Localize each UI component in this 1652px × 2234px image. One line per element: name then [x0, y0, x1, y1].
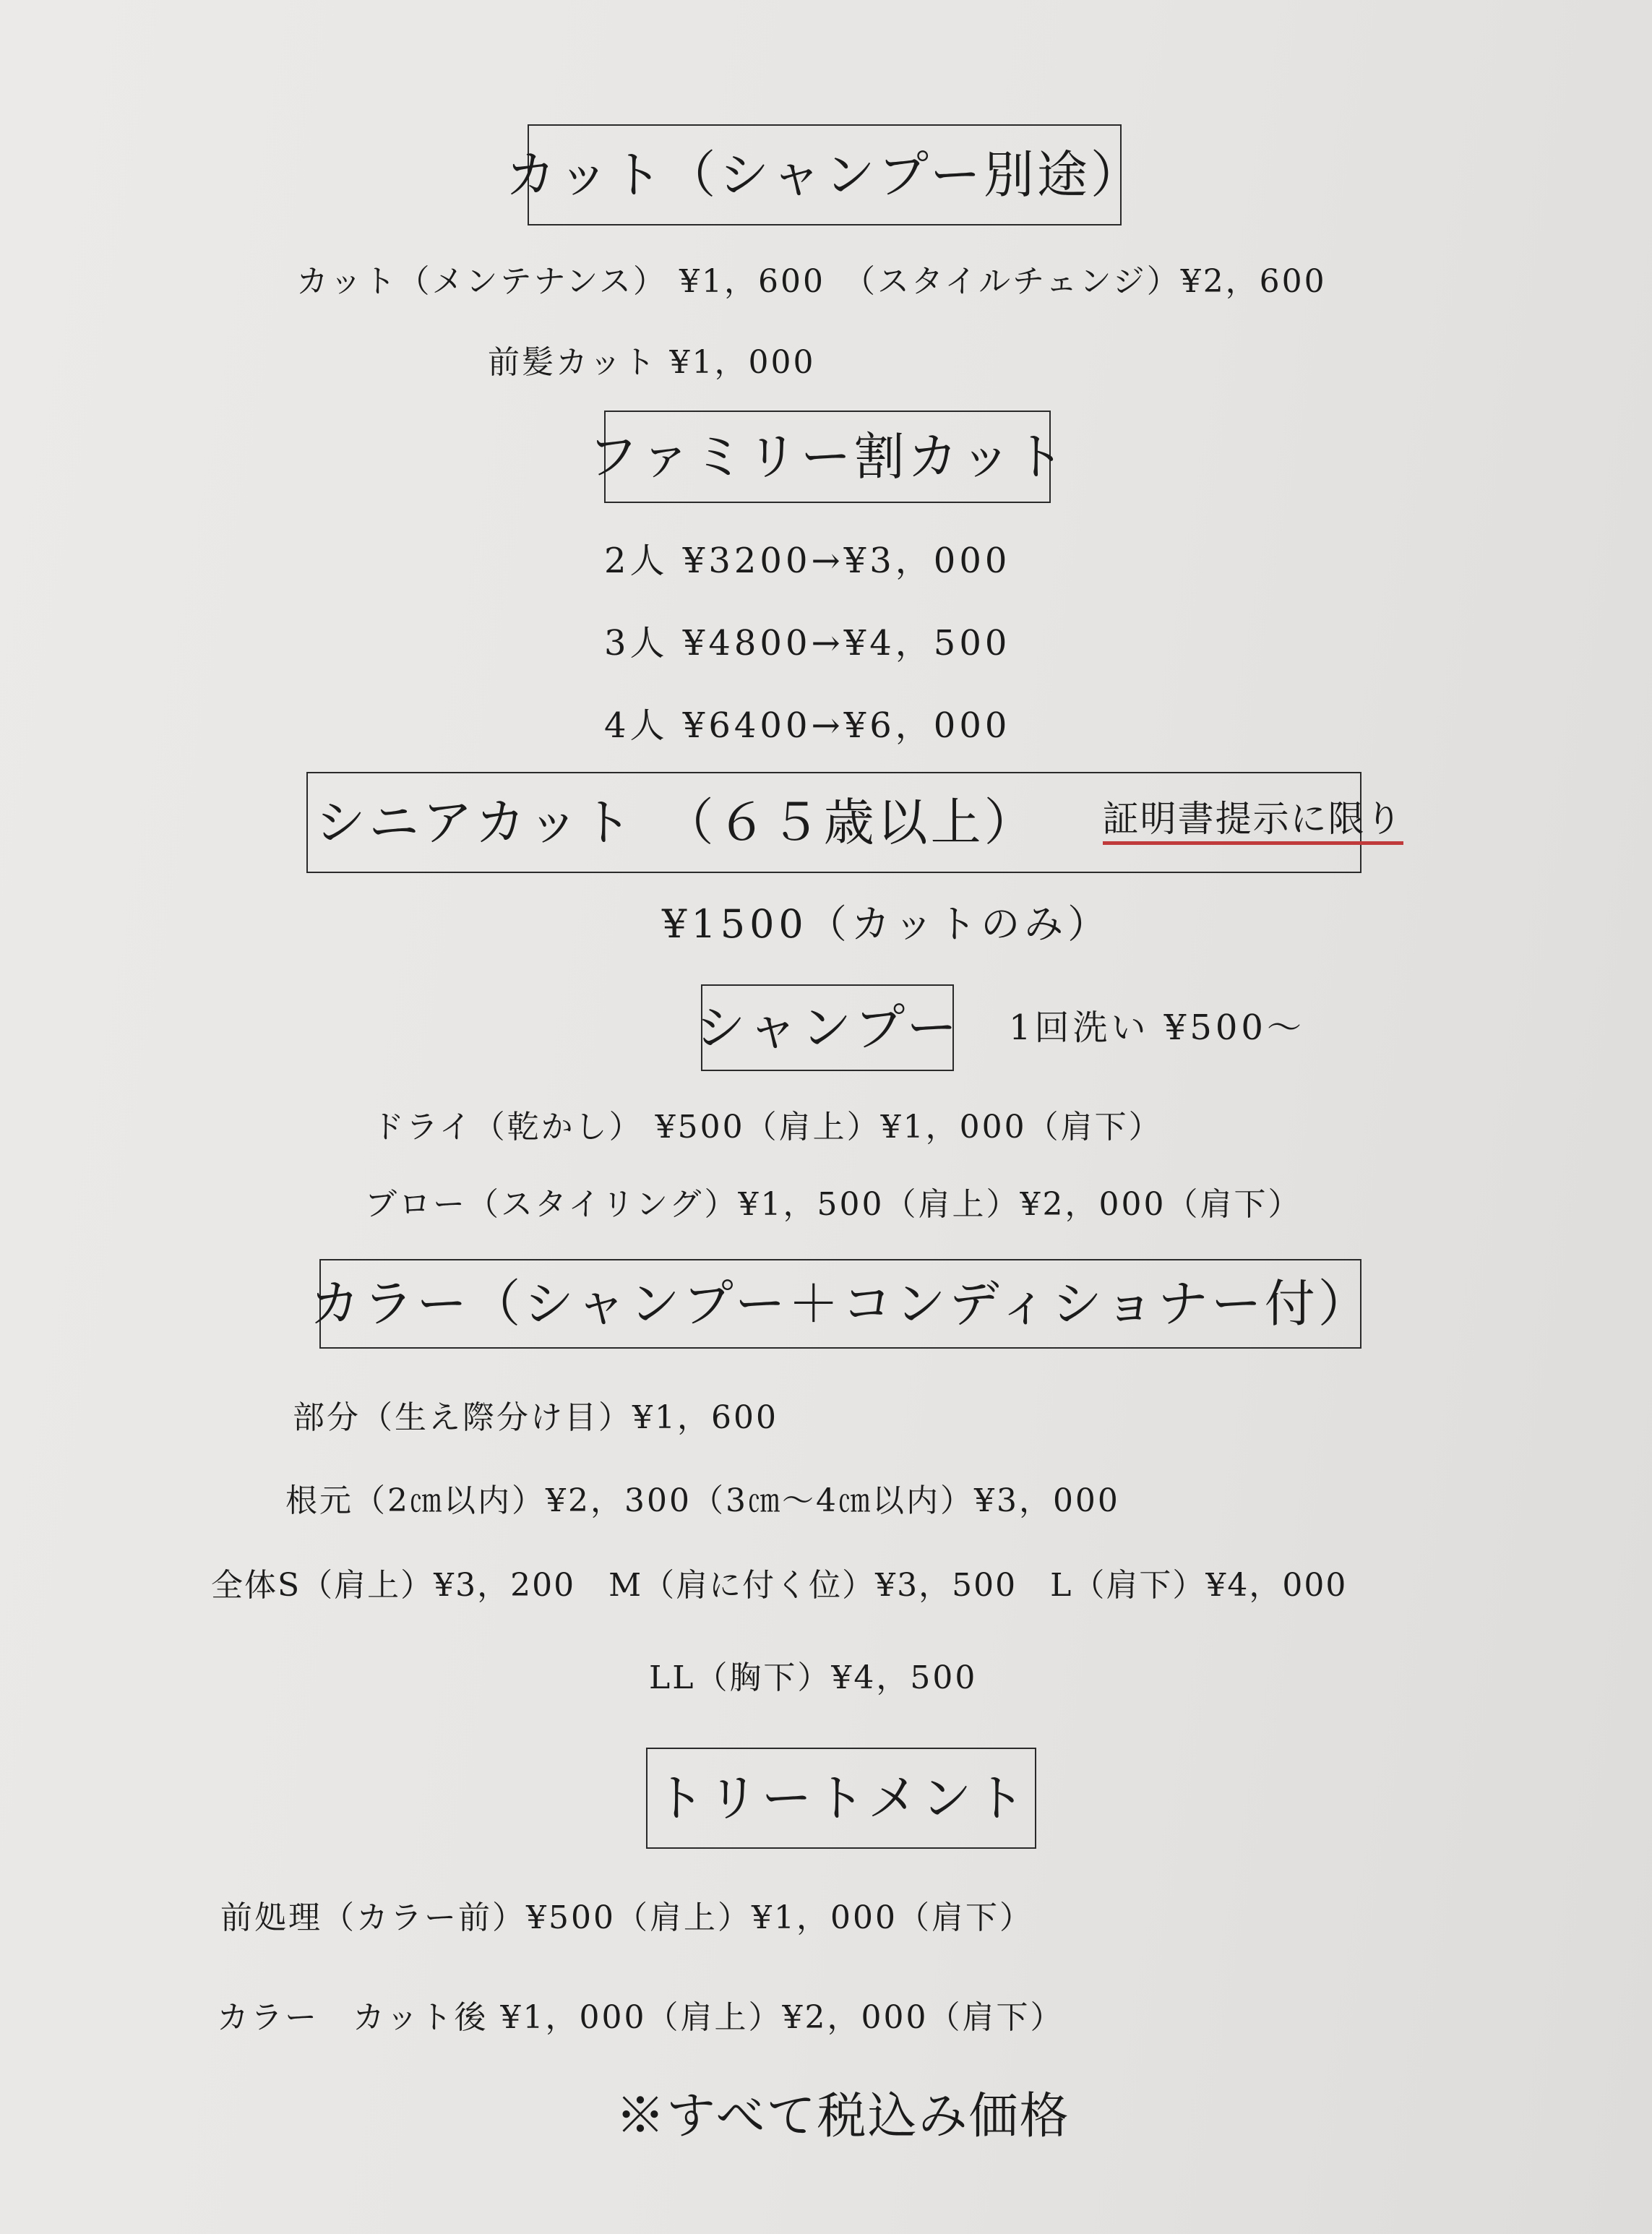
treatment-pre-line: 前処理（カラー前）¥500（肩上）¥1，000（肩下） — [220, 1899, 1033, 1936]
treatment-color-line: カラー カット後 ¥1，000（肩上）¥2，000（肩下） — [217, 1999, 1064, 2036]
senior-heading-box — [306, 772, 1403, 873]
dry-price-line: ドライ（乾かし） ¥500（肩上）¥1，000（肩下） — [372, 1109, 1163, 1146]
shampoo-heading: シャンプー — [701, 984, 954, 1071]
family-price-4: 4人 ¥6400→¥6，000 — [604, 705, 1011, 746]
family-price-3: 3人 ¥4800→¥4，500 — [604, 623, 1011, 663]
treatment-heading: トリートメント — [646, 1748, 1036, 1849]
family-heading: ファミリー割カット — [604, 411, 1051, 503]
cut-price-line: カット（メンテナンス） ¥1，600 （スタイルチェンジ）¥2，600 — [296, 263, 1327, 300]
senior-price-line: ¥1500（カットのみ） — [662, 901, 1111, 947]
cut-heading: カット（シャンプー別途） — [528, 124, 1122, 225]
senior-heading: シニアカット （６５歳以上） — [315, 793, 1038, 852]
color-partial-line: 部分（生え際分け目）¥1，600 — [293, 1399, 778, 1436]
color-root-line: 根元（2㎝以内）¥2，300（3㎝〜4㎝以内）¥3，000 — [285, 1482, 1120, 1519]
senior-id-note: 証明書提示に限り — [1103, 801, 1403, 845]
blow-price-line: ブロー（スタイリング）¥1，500（肩上）¥2，000（肩下） — [365, 1186, 1302, 1223]
tax-included-note: ※すべて税込み価格 — [616, 2088, 1070, 2145]
color-ll-line: LL（胸下）¥4，500 — [649, 1659, 978, 1696]
bangs-price-line: 前髪カット ¥1，000 — [488, 344, 816, 381]
family-price-2: 2人 ¥3200→¥3，000 — [604, 541, 1011, 581]
color-full-line: 全体S（肩上）¥3，200 M（肩に付く位）¥3，500 L（肩下）¥4，000 — [211, 1567, 1348, 1604]
shampoo-side-note: 1回洗い ¥500〜 — [1009, 1008, 1305, 1048]
color-heading: カラー（シャンプー＋コンディショナー付） — [319, 1259, 1361, 1349]
